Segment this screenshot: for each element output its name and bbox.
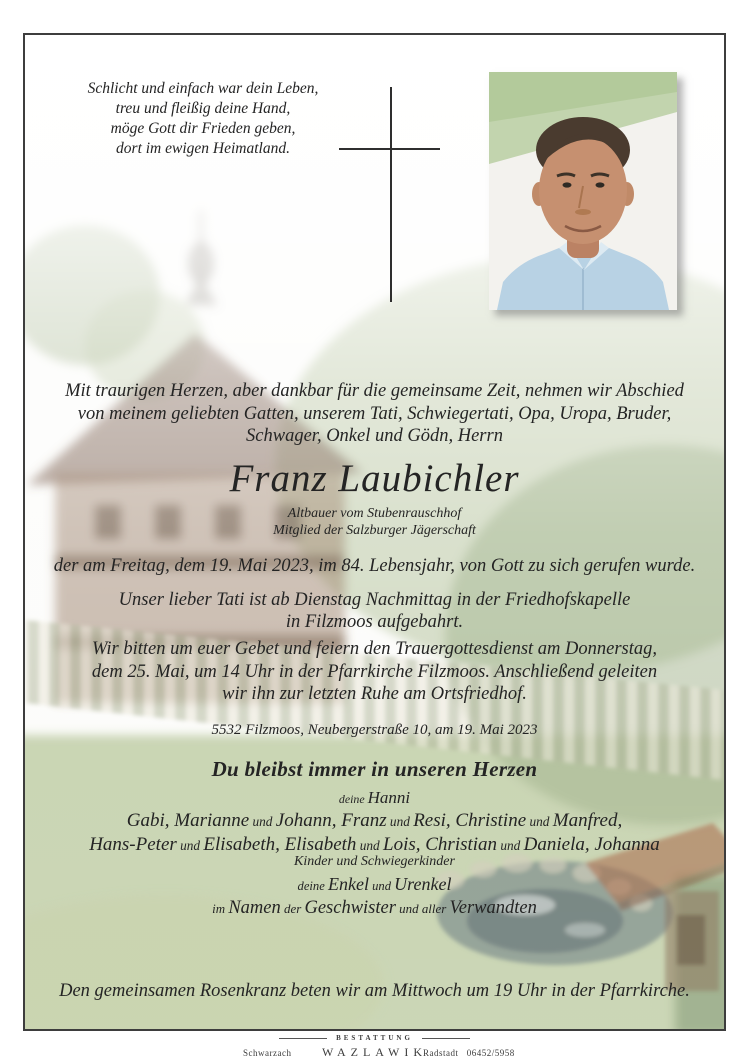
imprint-company-row bbox=[23, 1045, 726, 1061]
deceased-name: Franz Laubichler bbox=[229, 457, 520, 500]
verse-line: dort im ewigen Heimatland. bbox=[116, 140, 290, 157]
funeral-service-paragraph bbox=[25, 638, 724, 706]
opening-verse bbox=[25, 79, 381, 159]
children-names-line: Gabi, Marianne und Johann, Franz und Resi, Christine und Manfred, bbox=[126, 810, 623, 831]
deceased-subtitles bbox=[25, 506, 724, 539]
laying-out-paragraph bbox=[25, 590, 724, 633]
children-caption: Kinder und Schwiegerkinder bbox=[294, 854, 455, 869]
laying-out-line: Unser lieber Tati ist ab Dienstag Nachmittag in der Friedhofskapelle bbox=[118, 590, 631, 610]
subtitle-line: Altbauer vom Stubenrauschhof bbox=[287, 506, 462, 521]
intro-line: Schwager, Onkel und Gödn, Herrn bbox=[246, 426, 503, 446]
intro-line: von meinem geliebten Gatten, unserem Tati, Schwiegertati, Opa, Uropa, Bruder, bbox=[77, 403, 672, 424]
imprint-location-left: Schwarzach bbox=[243, 1048, 292, 1058]
imprint-rule-right bbox=[422, 1038, 470, 1039]
children-names bbox=[25, 809, 724, 857]
grandchildren-line: deine Enkel und Urenkel bbox=[297, 874, 452, 894]
rosary-line: Den gemeinsamen Rosenkranz beten wir am Mittwoch um 19 Uhr in der Pfarrkirche. bbox=[59, 981, 690, 1001]
intro-line: Mit traurigen Herzen, aber dankbar für die gemeinsame Zeit, nehmen wir Abschied bbox=[65, 381, 684, 401]
farewell-motto: Du bleibst immer in unseren Herzen bbox=[211, 757, 538, 781]
funeral-service-line: Wir bitten um euer Gebet und feiern den Trauergottesdienst am Donnerstag, bbox=[91, 639, 658, 659]
imprint-rule-left bbox=[279, 1038, 327, 1039]
imprint-company-name: WAZLAWIK bbox=[321, 1045, 427, 1059]
cross-horizontal-bar bbox=[339, 148, 440, 150]
relatives-line: im Namen der Geschwister und aller Verwandten bbox=[212, 898, 537, 918]
funeral-service-line: wir ihn zur letzten Ruhe am Ortsfriedhof. bbox=[222, 684, 527, 704]
verse-line: treu und fleißig deine Hand, bbox=[115, 100, 291, 117]
verse-line: Schlicht und einfach war dein Leben, bbox=[87, 80, 319, 97]
laying-out-line: in Filzmoos aufgebahrt. bbox=[285, 611, 464, 632]
intro-paragraph bbox=[25, 380, 724, 448]
portrait-photo bbox=[489, 72, 677, 310]
death-date-line: der am Freitag, dem 19. Mai 2023, im 84. Lebensjahr, von Gott zu sich gerufen wurde. bbox=[53, 556, 696, 576]
imprint-location: Radstadt bbox=[423, 1048, 459, 1058]
verse-line: möge Gott dir Frieden geben, bbox=[110, 120, 296, 137]
address-date-line: 5532 Filzmoos, Neubergerstraße 10, am 19. Mai 2023 bbox=[211, 722, 538, 738]
funeral-service-line: dem 25. Mai, um 14 Uhr in der Pfarrkirche Filzmoos. Anschließend geleiten bbox=[91, 661, 658, 682]
imprint-phone: 06452/5958 bbox=[466, 1048, 515, 1058]
funeral-home-imprint bbox=[23, 1034, 726, 1061]
imprint-category-row bbox=[23, 1034, 726, 1042]
portrait-illustration bbox=[489, 72, 677, 310]
cross-vertical-bar bbox=[390, 87, 392, 302]
imprint-category: BESTATTUNG bbox=[336, 1034, 413, 1042]
widow-line: deine Hanni bbox=[338, 788, 411, 807]
subtitle-line: Mitglied der Salzburger Jägerschaft bbox=[273, 522, 476, 538]
obituary-card bbox=[23, 33, 726, 1031]
imprint-location-right bbox=[423, 1048, 515, 1058]
children-names-line: Hans-Peter und Elisabeth, Elisabeth und Lois, Christian und Daniela, Johanna bbox=[89, 834, 660, 855]
